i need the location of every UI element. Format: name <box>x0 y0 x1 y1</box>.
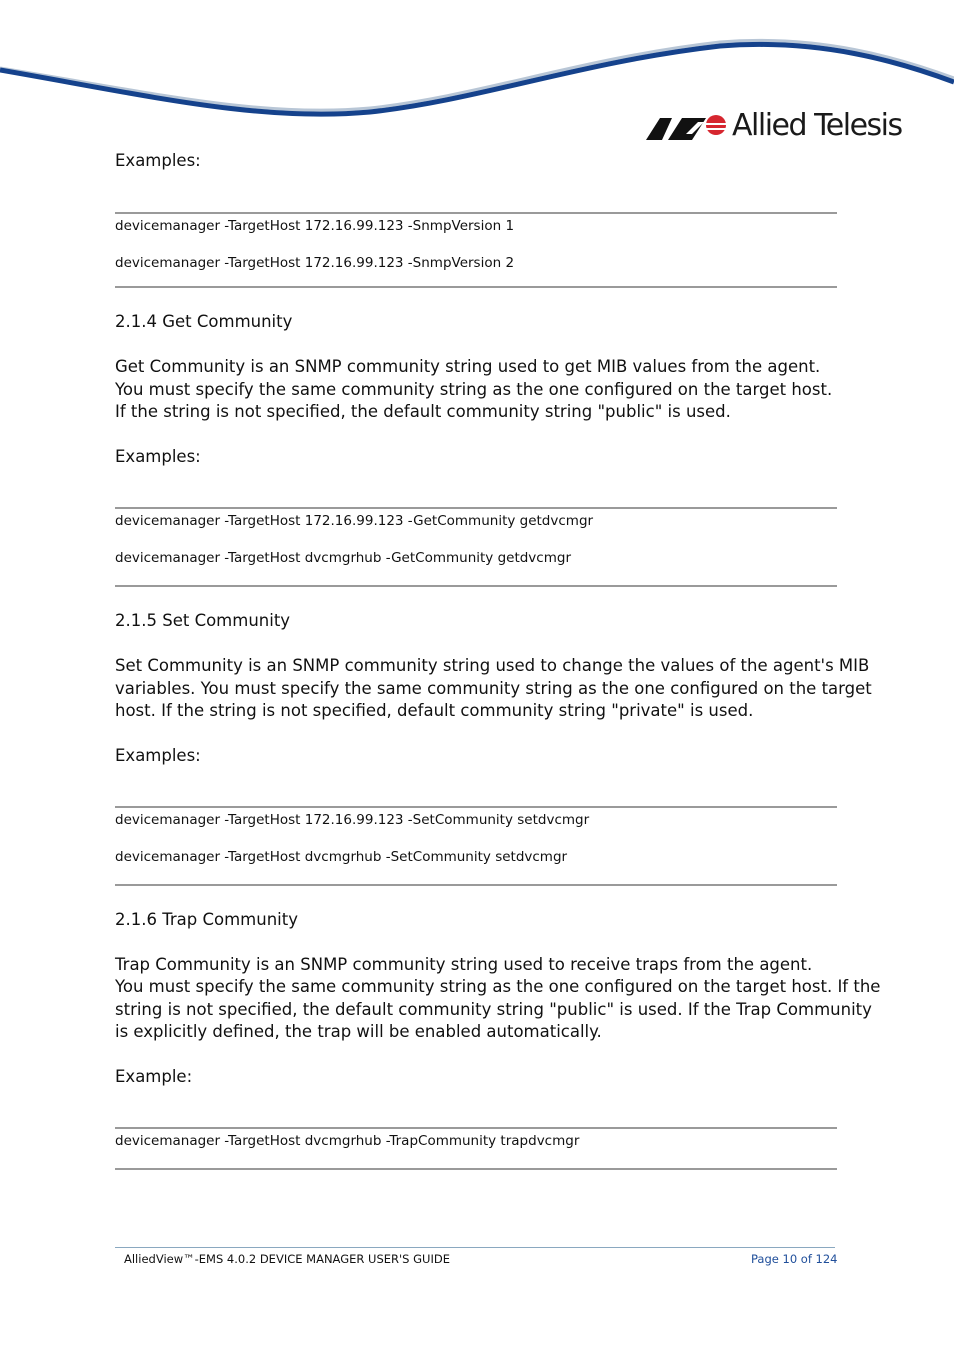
code-line: devicemanager -TargetHost 172.16.99.123 -SetCommunity setdvcmgr <box>115 812 590 828</box>
paragraph-line: variables. You must specify the same community string as the one configured on the target <box>115 679 872 698</box>
paragraph-line: Trap Community is an SNMP community string used to receive traps from the agent. <box>115 955 813 974</box>
footer-document-title: AlliedView™-EMS 4.0.2 DEVICE MANAGER USER'S GUIDE <box>124 1252 450 1266</box>
paragraph-line: You must specify the same community string as the one configured on the target host. If the <box>115 977 881 996</box>
paragraph-line: host. If the string is not specified, default community string "private" is used. <box>115 701 754 720</box>
code-line: devicemanager -TargetHost 172.16.99.123 -SnmpVersion 2 <box>115 255 515 271</box>
paragraph-line: You must specify the same community string as the one configured on the target host. <box>115 380 833 399</box>
swoosh-main <box>0 44 954 114</box>
code-block-top-rule <box>115 1127 837 1129</box>
code-block-top-rule <box>115 806 837 808</box>
footer-rule <box>115 1247 835 1248</box>
paragraph-line: is explicitly defined, the trap will be enabled automatically. <box>115 1022 602 1041</box>
code-line: devicemanager -TargetHost 172.16.99.123 -GetCommunity getdvcmgr <box>115 513 594 529</box>
code-block-bottom-rule <box>115 884 837 886</box>
examples-label: Examples: <box>115 746 201 765</box>
paragraph-line: Set Community is an SNMP community string used to change the values of the agent's MIB <box>115 656 870 675</box>
section-heading: 2.1.6 Trap Community <box>115 910 298 929</box>
code-block-bottom-rule <box>115 585 837 587</box>
section-heading: 2.1.5 Set Community <box>115 611 291 630</box>
swoosh-shadow <box>0 40 954 110</box>
code-block-top-rule <box>115 507 837 509</box>
examples-label: Examples: <box>115 447 201 466</box>
code-line: devicemanager -TargetHost dvcmgrhub -TrapCommunity trapdvcmgr <box>115 1133 580 1149</box>
code-line: devicemanager -TargetHost dvcmgrhub -SetCommunity setdvcmgr <box>115 849 568 865</box>
paragraph-line: If the string is not specified, the default community string "public" is used. <box>115 402 731 421</box>
code-line: devicemanager -TargetHost dvcmgrhub -GetCommunity getdvcmgr <box>115 550 571 566</box>
code-block-top-rule <box>115 212 837 214</box>
brand-name: Allied Telesis <box>732 108 902 143</box>
section-heading: 2.1.4 Get Community <box>115 312 293 331</box>
examples-label: Example: <box>115 1067 193 1086</box>
footer-page-number: Page 10 of 124 <box>751 1252 838 1266</box>
code-line: devicemanager -TargetHost 172.16.99.123 -SnmpVersion 1 <box>115 218 515 234</box>
paragraph-line: string is not specified, the default community string "public" is used. If the Trap Community <box>115 1000 872 1019</box>
code-block-bottom-rule <box>115 1168 837 1170</box>
allied-telesis-logo-mark-icon <box>646 114 728 140</box>
examples-label: Examples: <box>115 151 201 170</box>
paragraph-line: Get Community is an SNMP community string used to get MIB values from the agent. <box>115 357 821 376</box>
code-block-bottom-rule <box>115 286 837 288</box>
